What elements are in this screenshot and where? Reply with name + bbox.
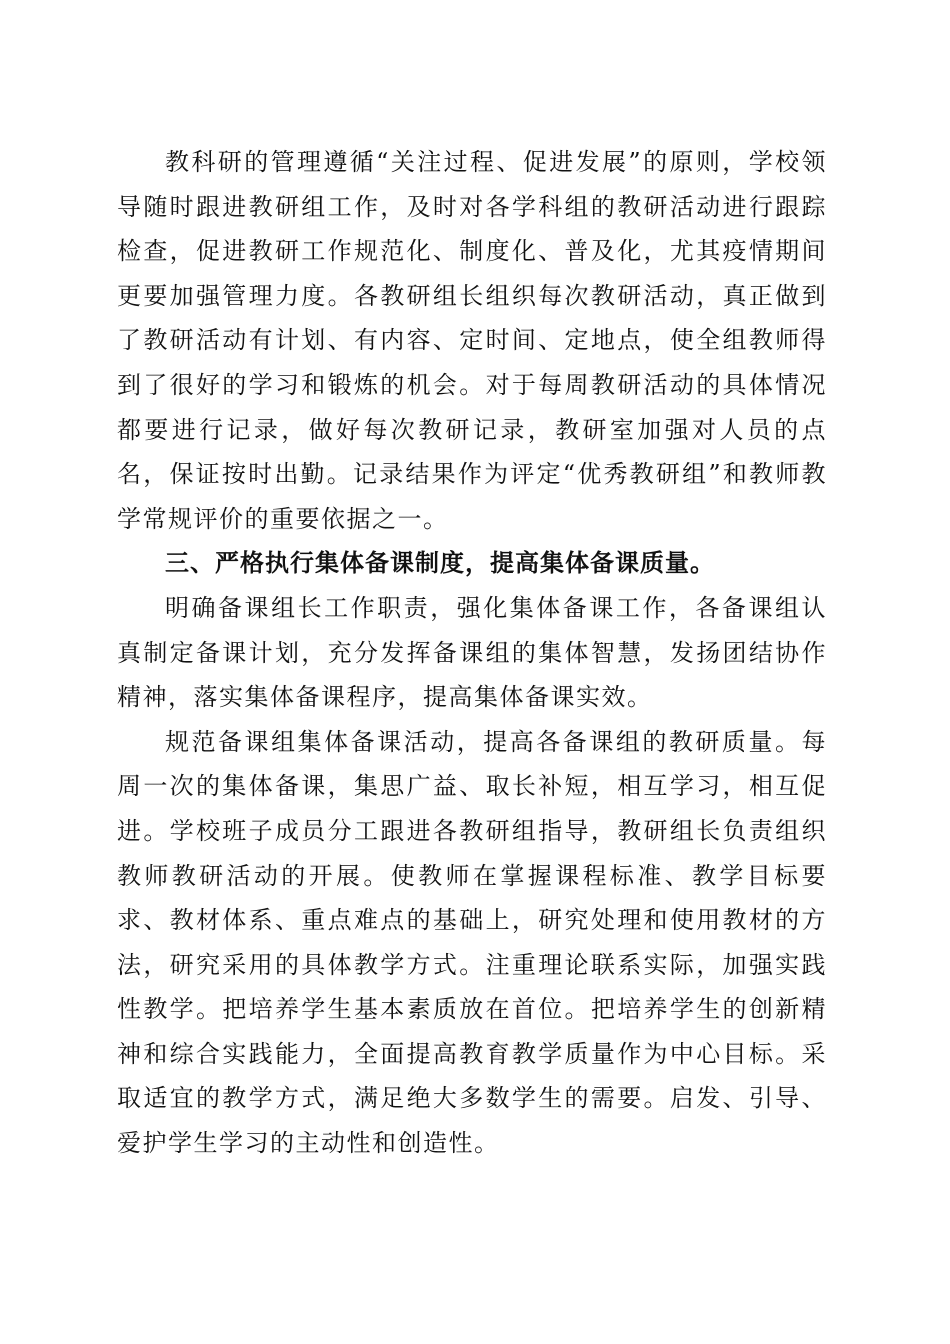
document-body <box>117 140 827 1166</box>
paragraph-lesson-prep-leader-duties: 明确备课组长工作职责，强化集体备课工作，各备课组认真制定备课计划，充分发挥备课组的集体智慧，发扬团结协作精神，落实集体备课程序，提高集体备课实效。 <box>117 593 827 712</box>
paragraph-teaching-research-management: 教科研的管理遵循“关注过程、促进发展”的原则，学校领导随时跟进教研组工作，及时对各学科组的教研活动进行跟踪检查，促进教研工作规范化、制度化、普及化，尤其疫情期间更要加强管理力度。各教研组长组织每次教研活动，真正做到了教研活动有计划、有内容、定时间、定地点，使全组教师得到了很好的学习和锻炼的机会。对于每周教研活动的具体情况都要进行记录，做好每次教研记录，教研室加强对人员的点名，保证按时出勤。记录结果作为评定“优秀教研组”和教师教学常规评价的重要依据之一。 <box>117 148 827 533</box>
paragraph-standardize-lesson-prep: 规范备课组集体备课活动，提高各备课组的教研质量。每周一次的集体备课，集思广益、取长补短，相互学习，相互促进。学校班子成员分工跟进各教研组指导，教研组长负责组织教师教研活动的开展。使教师在掌握课程标准、教学目标要求、教材体系、重点难点的基础上，研究处理和使用教材的方法，研究采用的具体教学方式。注重理论联系实际，加强实践性教学。把培养学生基本素质放在首位。把培养学生的创新精神和综合实践能力，全面提高教育教学质量作为中心目标。采取适宜的教学方式，满足绝大多数学生的需要。启发、引导、爱护学生学习的主动性和创造性。 <box>117 727 827 1158</box>
section-heading-collective-lesson-prep: 三、严格执行集体备课制度，提高集体备课质量。 <box>165 549 715 578</box>
